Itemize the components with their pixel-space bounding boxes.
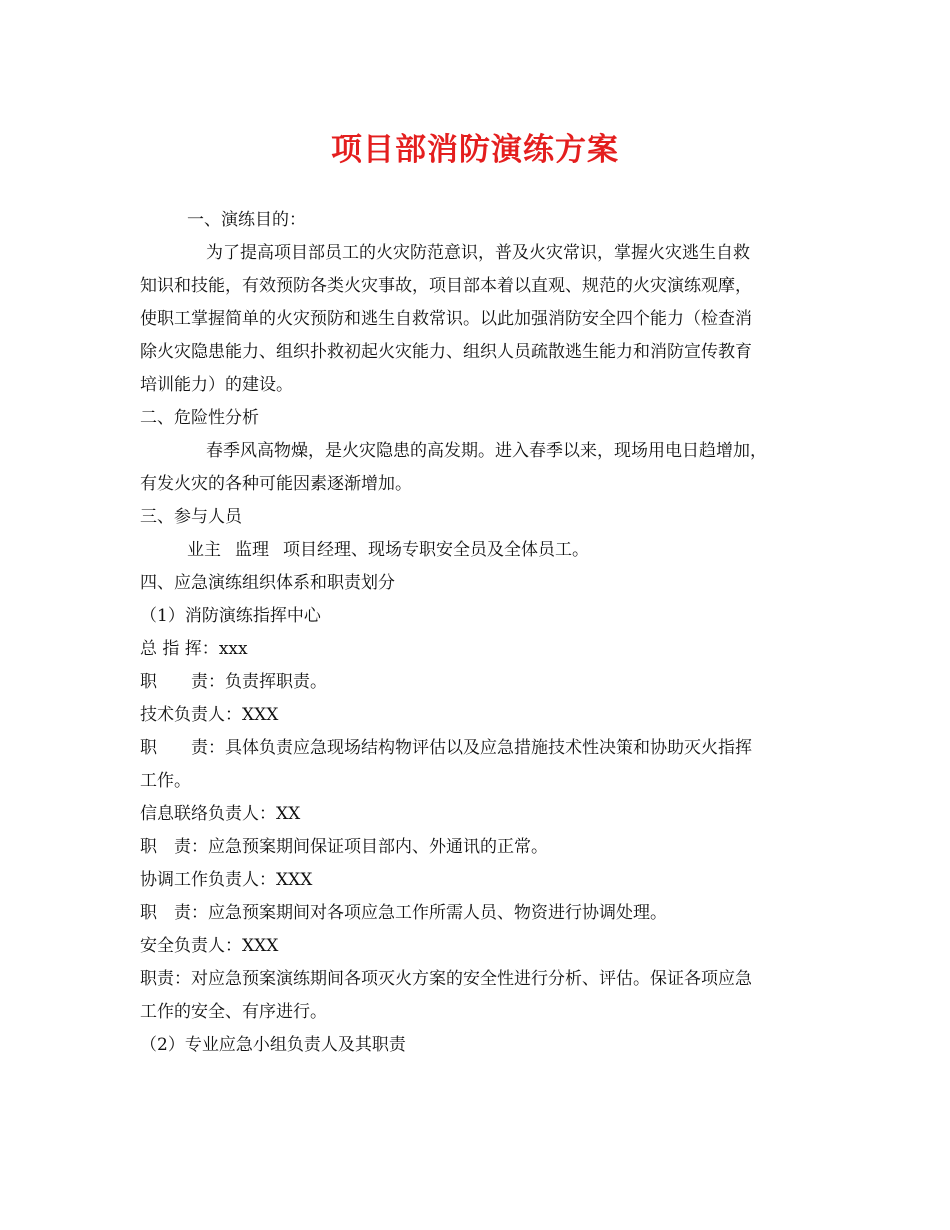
participants-line: [140, 534, 820, 567]
commander-value: xxx: [218, 639, 248, 659]
document-body: [140, 204, 820, 1062]
participant-owner: 业主: [187, 540, 221, 560]
participant-supervisor: 监理: [235, 540, 269, 560]
document-title: 项目部消防演练方案: [331, 132, 619, 168]
section-heading-risk-analysis: 二、危险性分析: [140, 408, 259, 428]
section-heading-organization: 四、应急演练组织体系和职责划分: [140, 573, 395, 593]
duty-value: 负责挥职责。: [225, 672, 327, 692]
paragraph-line: 有发火灾的各种可能因素逐渐增加。: [140, 474, 412, 494]
section-heading-purpose: 一、演练目的：: [187, 210, 306, 230]
info-lead-label: 信息联络负责人：: [140, 804, 276, 824]
safety-lead-row: [140, 930, 820, 963]
duty-continuation: 工作的安全、有序进行。: [140, 1002, 327, 1022]
commander-label: 总 指 挥：: [140, 639, 219, 659]
participant-staff: 项目经理、现场专职安全员及全体员工。: [283, 540, 589, 560]
section-heading-participants: 三、参与人员: [140, 507, 242, 527]
tech-lead-label: 技术负责人：: [140, 705, 242, 725]
duty-row: [140, 963, 820, 996]
paragraph-line: 为了提高项目部员工的火灾防范意识，普及火灾常识，掌握火灾逃生自救: [206, 243, 750, 263]
paragraph-line: 使职工掌握简单的火灾预防和逃生自救常识。以此加强消防安全四个能力（检查消: [140, 309, 752, 329]
duty-value: 对应急预案演练期间各项灭火方案的安全性进行分析、评估。保证各项应急: [191, 969, 752, 989]
subsection-heading-specialist-teams: （2）专业应急小组负责人及其职责: [140, 1035, 406, 1055]
duty-row: [140, 897, 820, 930]
paragraph-line: 春季风高物燥，是火灾隐患的高发期。进入春季以来，现场用电日趋增加，: [206, 441, 767, 461]
duty-label: 职 责：: [140, 837, 208, 857]
tech-lead-value: XXX: [242, 705, 279, 725]
subsection-heading-command-center: （1）消防演练指挥中心: [140, 606, 321, 626]
duty-label: 职 责：: [140, 738, 225, 758]
duty-continuation: 工作。: [140, 771, 191, 791]
info-lead-row: [140, 798, 820, 831]
duty-row: [140, 831, 820, 864]
paragraph-line: 知识和技能，有效预防各类火灾事故，项目部本着以直观、规范的火灾演练观摩，: [140, 276, 752, 296]
duty-row: [140, 732, 820, 765]
safety-lead-value: XXX: [242, 936, 279, 956]
commander-row: [140, 633, 820, 666]
duty-value: 应急预案期间对各项应急工作所需人员、物资进行协调处理。: [208, 903, 667, 923]
duty-value: 应急预案期间保证项目部内、外通讯的正常。: [208, 837, 548, 857]
duty-label: 职 责：: [140, 903, 208, 923]
coord-lead-row: [140, 864, 820, 897]
safety-lead-label: 安全负责人：: [140, 936, 242, 956]
tech-lead-row: [140, 699, 820, 732]
paragraph-line: 培训能力）的建设。: [140, 375, 293, 395]
duty-row: [140, 666, 820, 699]
duty-label: 职 责：: [140, 672, 225, 692]
paragraph-line: 除火灾隐患能力、组织扑救初起火灾能力、组织人员疏散逃生能力和消防宣传教育: [140, 342, 752, 362]
info-lead-value: XX: [276, 804, 301, 824]
duty-label: 职责：: [140, 969, 191, 989]
duty-value: 具体负责应急现场结构物评估以及应急措施技术性决策和协助灭火指挥: [225, 738, 752, 758]
coord-lead-value: XXX: [276, 870, 313, 890]
coord-lead-label: 协调工作负责人：: [140, 870, 276, 890]
